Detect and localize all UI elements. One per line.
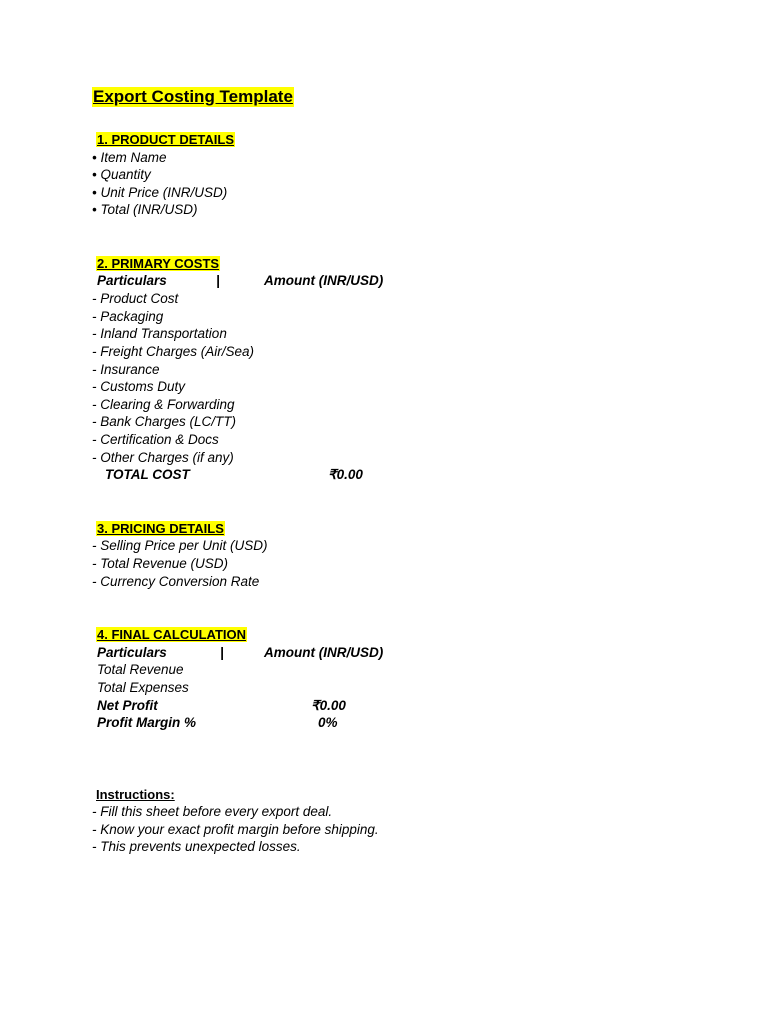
cost-item: - Packaging bbox=[92, 309, 164, 324]
final-calculation-heading: 4. FINAL CALCULATION bbox=[97, 627, 247, 642]
total-cost-value: ₹0.00 bbox=[328, 467, 363, 482]
cost-item: - Bank Charges (LC/TT) bbox=[92, 414, 237, 429]
cost-item: - Inland Transportation bbox=[92, 326, 227, 341]
total-expenses-label: Total Expenses bbox=[97, 680, 189, 695]
list-item: • Item Name bbox=[92, 150, 167, 165]
list-item: • Quantity bbox=[92, 167, 151, 182]
cost-item: - Insurance bbox=[92, 362, 160, 377]
instruction-item: - Fill this sheet before every export deal. bbox=[92, 804, 333, 819]
final-calc-header-separator: | bbox=[220, 645, 224, 660]
instruction-item: - Know your exact profit margin before shipping. bbox=[92, 822, 379, 837]
primary-costs-heading: 2. PRIMARY COSTS bbox=[97, 256, 220, 271]
final-calc-header-amount: Amount (INR/USD) bbox=[264, 645, 384, 660]
product-details-heading: 1. PRODUCT DETAILS bbox=[97, 132, 234, 147]
pricing-item: - Currency Conversion Rate bbox=[92, 574, 260, 589]
profit-margin-label: Profit Margin % bbox=[97, 715, 197, 730]
primary-costs-header-amount: Amount (INR/USD) bbox=[264, 273, 384, 288]
list-item: • Total (INR/USD) bbox=[92, 202, 198, 217]
primary-costs-header-particulars: Particulars bbox=[97, 273, 167, 288]
cost-item: - Freight Charges (Air/Sea) bbox=[92, 344, 255, 359]
pricing-item: - Total Revenue (USD) bbox=[92, 556, 229, 571]
instructions-heading: Instructions: bbox=[96, 787, 175, 802]
profit-margin-value: 0% bbox=[318, 715, 338, 730]
net-profit-label: Net Profit bbox=[97, 698, 158, 713]
list-item: • Unit Price (INR/USD) bbox=[92, 185, 228, 200]
total-revenue-label: Total Revenue bbox=[97, 662, 184, 677]
document-title: Export Costing Template bbox=[93, 87, 293, 106]
cost-item: - Certification & Docs bbox=[92, 432, 219, 447]
pricing-item: - Selling Price per Unit (USD) bbox=[92, 538, 268, 553]
final-calc-header-particulars: Particulars bbox=[97, 645, 167, 660]
cost-item: - Clearing & Forwarding bbox=[92, 397, 235, 412]
cost-item: - Product Cost bbox=[92, 291, 179, 306]
primary-costs-header-separator: | bbox=[216, 273, 220, 288]
net-profit-value: ₹0.00 bbox=[311, 698, 346, 713]
pricing-details-heading: 3. PRICING DETAILS bbox=[97, 521, 224, 536]
total-cost-label: TOTAL COST bbox=[105, 467, 190, 482]
cost-item: - Other Charges (if any) bbox=[92, 450, 234, 465]
cost-item: - Customs Duty bbox=[92, 379, 186, 394]
instruction-item: - This prevents unexpected losses. bbox=[92, 839, 301, 854]
